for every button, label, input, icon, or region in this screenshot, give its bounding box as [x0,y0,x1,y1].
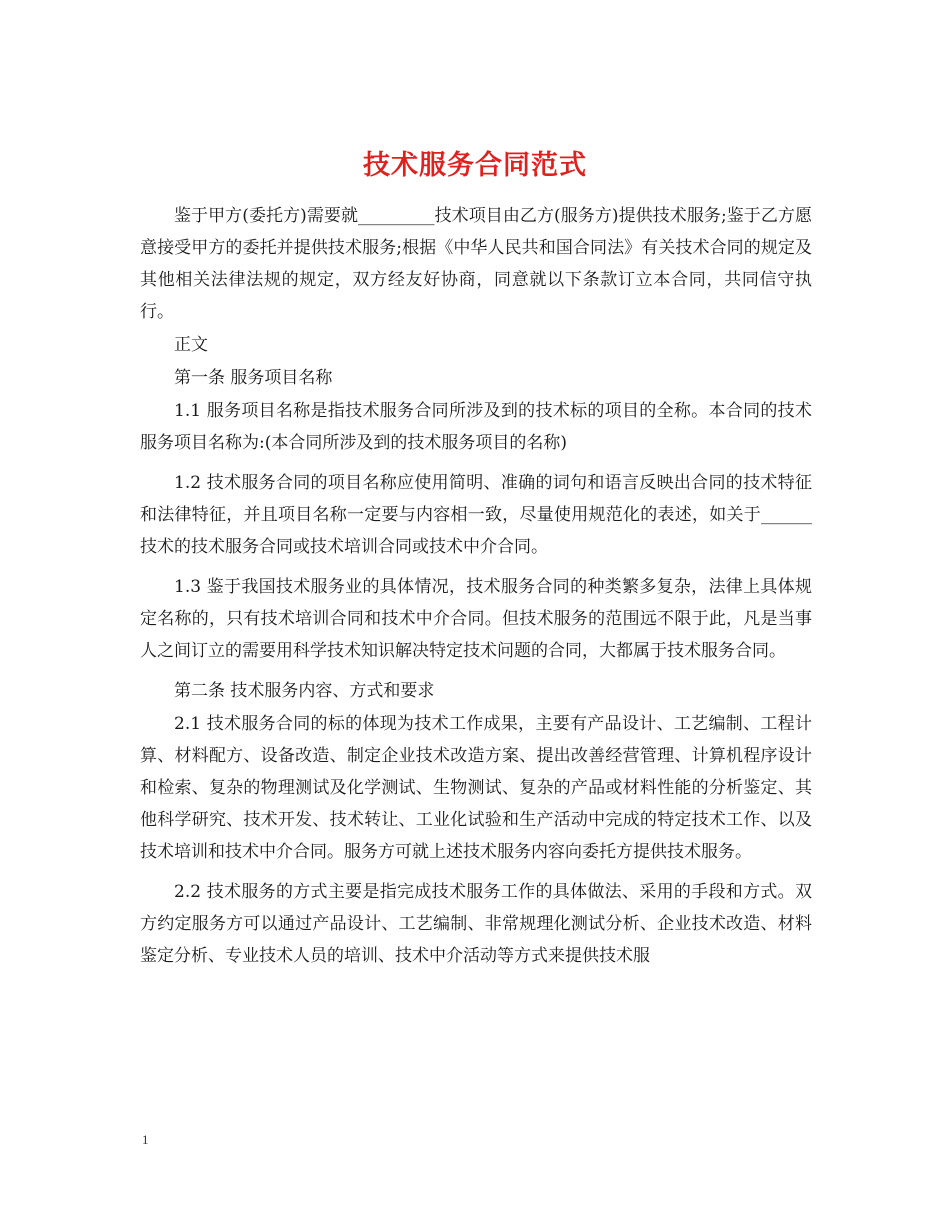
document-body [140,200,812,973]
page-number: 1 [142,1132,149,1147]
preamble-paragraph: 鉴于甲方(委托方)需要就_________技术项目由乙方(服务方)提供技术服务;鉴于乙方愿意接受甲方的委托并提供技术服务;根据《中华人民共和国合同法》有关技术合同的规定及其他相关法律法规的规定，双方经友好协商，同意就以下条款订立本合同，共同信守执行。 [140,206,812,322]
article-2-heading: 第二条 技术服务内容、方式和要求 [174,681,435,701]
clause-2-2: 2.2 技术服务的方式主要是指完成技术服务工作的具体做法、采用的手段和方式。双方约定服务方可以通过产品设计、工艺编制、非常规理化测试分析、企业技术改造、材料鉴定分析、专业技术人员的培训、技术中介活动等方式来提供技术服 [140,882,812,966]
clause-2-1: 2.1 技术服务合同的标的体现为技术工作成果，主要有产品设计、工艺编制、工程计算、材料配方、设备改造、制定企业技术改造方案、提出改善经营管理、计算机程序设计和检索、复杂的物理测试及化学测试、生物测试、复杂的产品或材料性能的分析鉴定、其他科学研究、技术开发、技术转让、工业化试验和生产活动中完成的特定技术工作、以及技术培训和技术中介合同。服务方可就上述技术服务内容向委托方提供技术服务。 [140,714,812,862]
article-1-heading: 第一条 服务项目名称 [174,368,333,388]
clause-1-2: 1.2 技术服务合同的项目名称应使用简明、准确的词句和语言反映出合同的技术特征和法律特征，并且项目名称一定要与内容相一致，尽量使用规范化的表述，如关于______技术的技术服务合同或技术培训合同或技术中介合同。 [140,473,812,557]
document-title: 技术服务合同范式 [363,150,587,182]
section-label-main-text: 正文 [174,335,208,355]
clause-1-1: 1.1 服务项目名称是指技术服务合同所涉及到的技术标的项目的全称。本合同的技术服务项目名称为:(本合同所涉及到的技术服务项目的名称) [140,401,812,453]
clause-1-3: 1.3 鉴于我国技术服务业的具体情况，技术服务合同的种类繁多复杂，法律上具体规定名称的，只有技术培训合同和技术中介合同。但技术服务的范围远不限于此，凡是当事人之间订立的需要用科学技术知识解决特定技术问题的合同，大都属于技术服务合同。 [140,577,812,661]
